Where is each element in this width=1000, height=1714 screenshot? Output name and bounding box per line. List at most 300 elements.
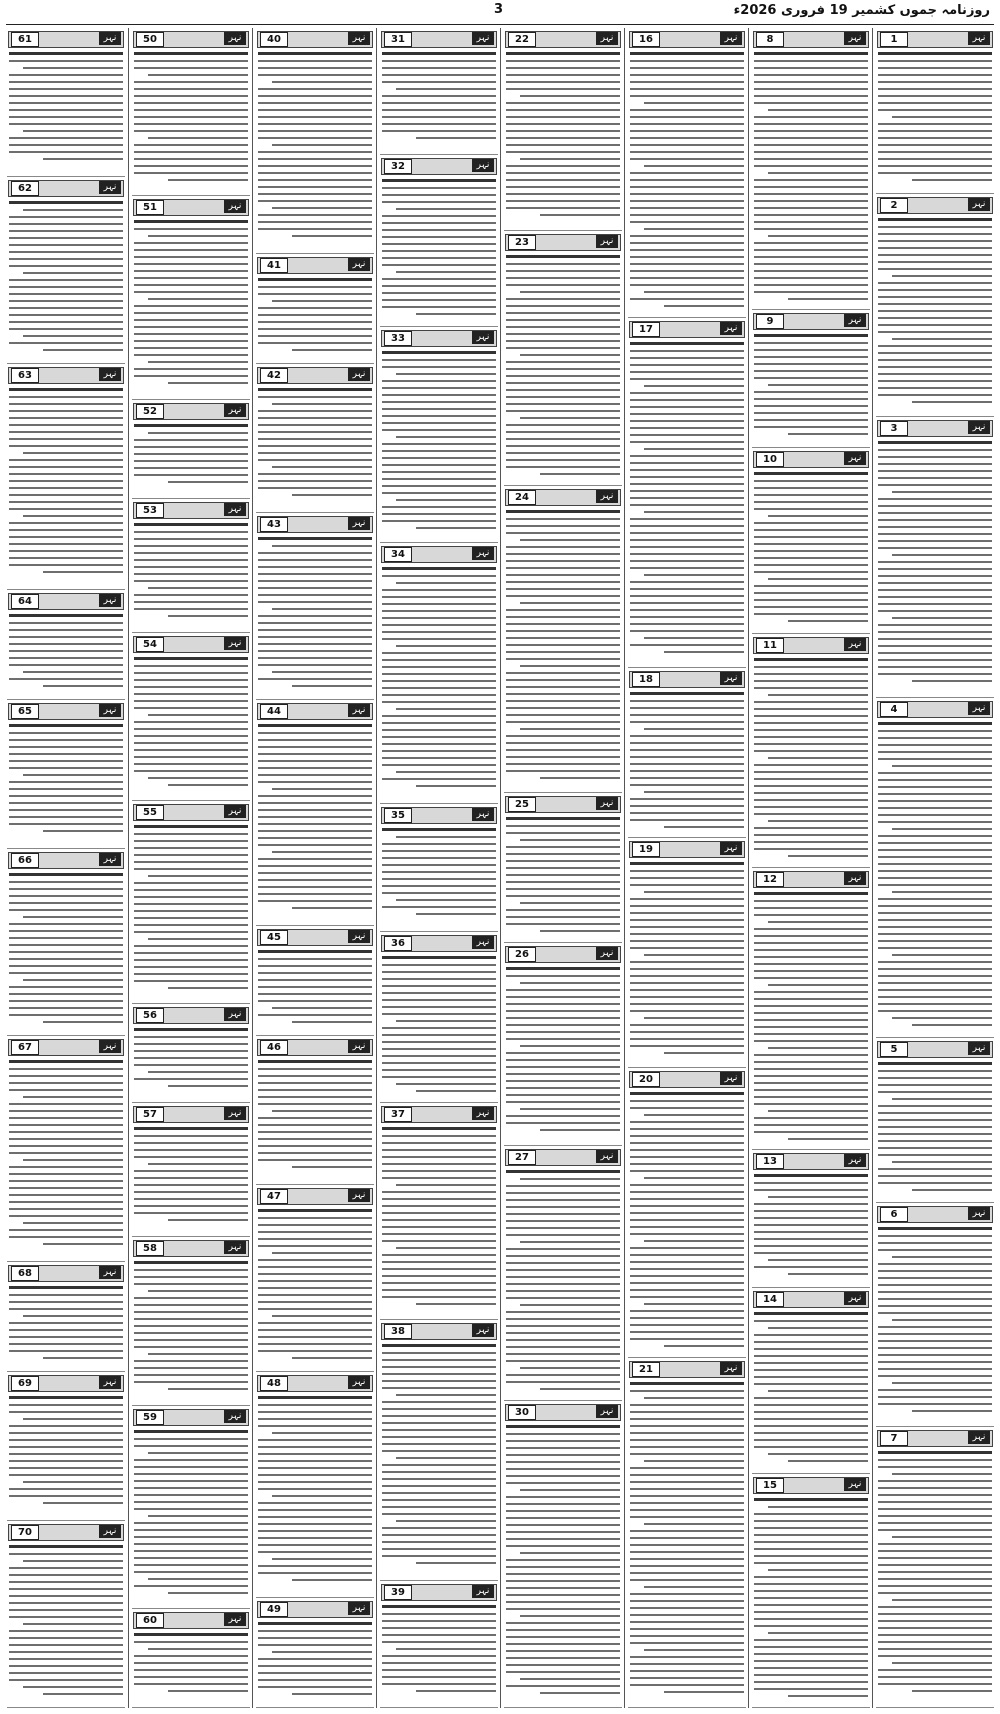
news-item (749, 1150, 873, 1288)
item-label: نہر (472, 1585, 494, 1598)
item-body-text (134, 1261, 248, 1395)
item-label: نہر (348, 1602, 370, 1615)
page-number: 3 (494, 2, 504, 17)
news-item (625, 318, 749, 668)
item-body-text (9, 614, 123, 692)
item-number: 13 (756, 1154, 784, 1169)
item-number: 14 (756, 1292, 784, 1307)
item-number: 56 (136, 1008, 164, 1023)
news-item (873, 417, 997, 698)
item-label: نہر (224, 1410, 246, 1423)
news-column (872, 28, 997, 1708)
item-number: 58 (136, 1241, 164, 1256)
item-body-text (506, 52, 620, 221)
item-body-text (9, 1060, 123, 1250)
item-header (133, 804, 249, 821)
item-label: نہر (968, 1207, 990, 1220)
item-body-text (754, 52, 868, 305)
item-label: نہر (968, 421, 990, 434)
item-number: 40 (260, 32, 288, 47)
item-body-text (9, 1545, 123, 1700)
item-label: نہر (720, 32, 742, 45)
item-body-text (258, 1396, 372, 1586)
item-label: نہر (348, 1376, 370, 1389)
item-number: 20 (632, 1072, 660, 1087)
news-item (501, 486, 625, 794)
item-header (257, 929, 373, 946)
item-label: نہر (472, 547, 494, 560)
item-divider (132, 1707, 250, 1708)
item-header (8, 703, 124, 720)
news-item (625, 838, 749, 1068)
news-item (253, 926, 377, 1036)
news-item (749, 310, 873, 448)
item-body-text (134, 1028, 248, 1092)
item-body-text (258, 1209, 372, 1364)
item-body-text (754, 1498, 868, 1702)
item-number: 64 (11, 594, 39, 609)
item-number: 16 (632, 32, 660, 47)
news-column (4, 28, 128, 1708)
item-header (877, 197, 993, 214)
news-item (377, 804, 501, 931)
item-label: نہر (720, 322, 742, 335)
item-header (877, 31, 993, 48)
news-item (253, 513, 377, 700)
news-item (625, 1068, 749, 1358)
item-body-text (134, 1430, 248, 1599)
item-label: نہر (348, 704, 370, 717)
item-label: نہر (844, 314, 866, 327)
news-item (749, 868, 873, 1150)
item-number: 18 (632, 672, 660, 687)
item-number: 50 (136, 32, 164, 47)
item-body-text (630, 52, 744, 312)
item-body-text (878, 218, 992, 408)
item-body-text (258, 537, 372, 692)
item-number: 66 (11, 853, 39, 868)
item-number: 22 (508, 32, 536, 47)
item-header (381, 546, 497, 563)
item-body-text (134, 52, 248, 186)
item-body-text (506, 967, 620, 1136)
item-header (133, 1240, 249, 1257)
item-number: 3 (880, 421, 908, 436)
item-label: نہر (224, 805, 246, 818)
news-item (625, 1358, 749, 1708)
news-item (253, 254, 377, 364)
item-header (629, 841, 745, 858)
item-header (753, 1153, 869, 1170)
item-number: 52 (136, 404, 164, 419)
item-header (381, 935, 497, 952)
news-column (376, 28, 501, 1708)
item-label: نہر (348, 258, 370, 271)
news-item (253, 28, 377, 254)
item-header (877, 420, 993, 437)
news-column (252, 28, 377, 1708)
news-item (129, 801, 253, 1004)
item-number: 65 (11, 704, 39, 719)
item-divider (752, 1707, 870, 1708)
item-number: 54 (136, 637, 164, 652)
item-number: 48 (260, 1376, 288, 1391)
item-number: 33 (384, 331, 412, 346)
item-label: نہر (844, 872, 866, 885)
item-body-text (134, 1127, 248, 1226)
item-body-text (134, 825, 248, 994)
item-header (753, 637, 869, 654)
item-body-text (382, 828, 496, 920)
item-number: 61 (11, 32, 39, 47)
news-item (4, 1521, 128, 1708)
item-label: نہر (472, 1107, 494, 1120)
news-item (4, 590, 128, 700)
item-body-text (134, 424, 248, 488)
item-header (381, 330, 497, 347)
item-body-text (382, 567, 496, 792)
item-label: نہر (224, 32, 246, 45)
item-number: 8 (756, 32, 784, 47)
item-number: 70 (11, 1525, 39, 1540)
item-label: نہر (99, 181, 121, 194)
item-number: 38 (384, 1324, 412, 1339)
item-number: 39 (384, 1585, 412, 1600)
item-header (505, 489, 621, 506)
item-body-text (382, 1605, 496, 1697)
news-item (129, 633, 253, 801)
item-label: نہر (348, 517, 370, 530)
item-header (629, 31, 745, 48)
news-item (501, 793, 625, 943)
item-body-text (9, 1286, 123, 1364)
news-column (128, 28, 253, 1708)
news-item (4, 28, 128, 177)
item-label: نہر (472, 808, 494, 821)
item-body-text (630, 342, 744, 658)
item-divider (380, 1707, 498, 1708)
item-body-text (506, 1170, 620, 1395)
news-item (873, 194, 997, 417)
item-header (8, 852, 124, 869)
item-body-text (754, 658, 868, 862)
item-label: نہر (348, 930, 370, 943)
item-number: 69 (11, 1376, 39, 1391)
item-body-text (630, 1092, 744, 1352)
news-item (749, 1474, 873, 1708)
news-item (129, 1004, 253, 1103)
news-item (873, 698, 997, 1037)
news-column (748, 28, 873, 1708)
news-item (873, 1038, 997, 1204)
item-number: 23 (508, 235, 536, 250)
item-label: نہر (720, 842, 742, 855)
item-body-text (9, 52, 123, 165)
news-item (873, 1203, 997, 1426)
item-label: نہر (224, 1241, 246, 1254)
item-body-text (630, 1382, 744, 1698)
item-body-text (878, 52, 992, 186)
item-body-text (134, 657, 248, 791)
news-column (500, 28, 625, 1708)
item-header (753, 871, 869, 888)
item-header (629, 1071, 745, 1088)
item-header (8, 1039, 124, 1056)
item-header (8, 1265, 124, 1282)
item-header (753, 451, 869, 468)
news-item (253, 700, 377, 926)
item-header (8, 31, 124, 48)
news-item (749, 1288, 873, 1474)
item-header (257, 1039, 373, 1056)
item-number: 63 (11, 368, 39, 383)
item-label: نہر (348, 1040, 370, 1053)
item-header (877, 1041, 993, 1058)
item-number: 9 (756, 314, 784, 329)
item-label: نہر (99, 853, 121, 866)
item-header (753, 1477, 869, 1494)
item-label: نہر (844, 1154, 866, 1167)
item-body-text (754, 472, 868, 627)
item-label: نہر (224, 200, 246, 213)
item-number: 36 (384, 936, 412, 951)
item-body-text (382, 1127, 496, 1310)
item-label: نہر (844, 638, 866, 651)
item-number: 37 (384, 1107, 412, 1122)
item-body-text (754, 334, 868, 440)
item-body-text (9, 1396, 123, 1509)
news-item (377, 1581, 501, 1708)
news-item (501, 28, 625, 231)
item-header (753, 313, 869, 330)
news-item (4, 1262, 128, 1372)
item-header (8, 593, 124, 610)
item-number: 60 (136, 1613, 164, 1628)
item-label: نہر (472, 159, 494, 172)
item-body-text (630, 692, 744, 833)
item-header (505, 1149, 621, 1166)
news-item (4, 849, 128, 1036)
news-item (129, 1103, 253, 1237)
item-number: 46 (260, 1040, 288, 1055)
news-item (253, 1036, 377, 1185)
news-column (624, 28, 749, 1708)
item-header (257, 31, 373, 48)
item-header (133, 31, 249, 48)
item-number: 41 (260, 258, 288, 273)
news-item (253, 364, 377, 513)
item-label: نہر (596, 1405, 618, 1418)
item-divider (876, 1707, 994, 1708)
item-label: نہر (224, 1008, 246, 1021)
item-body-text (258, 724, 372, 914)
item-number: 67 (11, 1040, 39, 1055)
item-body-text (258, 388, 372, 501)
item-number: 26 (508, 947, 536, 962)
item-header (257, 257, 373, 274)
item-number: 2 (880, 198, 908, 213)
item-header (133, 1106, 249, 1123)
item-body-text (382, 351, 496, 534)
item-header (133, 1612, 249, 1629)
item-header (381, 158, 497, 175)
item-label: نہر (224, 1107, 246, 1120)
item-label: نہر (596, 32, 618, 45)
item-number: 49 (260, 1602, 288, 1617)
item-number: 17 (632, 322, 660, 337)
item-label: نہر (224, 503, 246, 516)
item-label: نہر (224, 404, 246, 417)
item-header (505, 234, 621, 251)
item-label: نہر (99, 1376, 121, 1389)
item-body-text (506, 255, 620, 480)
item-body-text (9, 873, 123, 1028)
news-item (873, 1427, 997, 1708)
item-label: نہر (99, 594, 121, 607)
item-header (257, 516, 373, 533)
item-header (133, 1007, 249, 1024)
item-header (133, 636, 249, 653)
item-label: نہر (596, 490, 618, 503)
news-item (749, 634, 873, 868)
item-number: 30 (508, 1405, 536, 1420)
item-number: 1 (880, 32, 908, 47)
item-number: 55 (136, 805, 164, 820)
item-divider (256, 1707, 374, 1708)
item-body-text (258, 278, 372, 356)
item-number: 59 (136, 1410, 164, 1425)
news-item (129, 196, 253, 399)
item-header (8, 1375, 124, 1392)
item-number: 11 (756, 638, 784, 653)
item-number: 4 (880, 702, 908, 717)
news-item (4, 364, 128, 590)
item-number: 34 (384, 547, 412, 562)
item-header (8, 1524, 124, 1541)
item-header (877, 1206, 993, 1223)
item-number: 68 (11, 1266, 39, 1281)
masthead-title: روزنامہ جموں کشمیر 19 فروری 2026ء (733, 3, 990, 18)
news-item (377, 28, 501, 155)
item-label: نہر (844, 452, 866, 465)
item-label: نہر (844, 32, 866, 45)
item-header (133, 1409, 249, 1426)
item-label: نہر (968, 1042, 990, 1055)
item-body-text (9, 201, 123, 356)
item-label: نہر (472, 331, 494, 344)
item-header (133, 403, 249, 420)
item-label: نہر (348, 32, 370, 45)
item-label: نہر (844, 1292, 866, 1305)
item-number: 24 (508, 490, 536, 505)
news-item (129, 1406, 253, 1609)
item-header (381, 1106, 497, 1123)
item-body-text (878, 1062, 992, 1196)
item-header (877, 701, 993, 718)
item-label: نہر (720, 1362, 742, 1375)
item-header (753, 31, 869, 48)
news-item (625, 668, 749, 839)
item-number: 44 (260, 704, 288, 719)
item-number: 6 (880, 1207, 908, 1222)
item-label: نہر (596, 947, 618, 960)
item-label: نہر (596, 797, 618, 810)
item-body-text (258, 52, 372, 242)
news-item (377, 932, 501, 1104)
item-number: 19 (632, 842, 660, 857)
news-item (501, 943, 625, 1146)
item-body-text (382, 956, 496, 1097)
item-number: 47 (260, 1189, 288, 1204)
news-item (253, 1598, 377, 1708)
item-header (257, 1375, 373, 1392)
item-header (505, 1404, 621, 1421)
item-label: نہر (99, 1266, 121, 1279)
item-header (629, 321, 745, 338)
item-body-text (754, 892, 868, 1145)
item-number: 51 (136, 200, 164, 215)
news-item (253, 1185, 377, 1372)
news-item (253, 1372, 377, 1598)
news-item (4, 700, 128, 849)
news-item (4, 1372, 128, 1521)
item-label: نہر (472, 32, 494, 45)
item-body-text (382, 52, 496, 144)
item-label: نہر (99, 368, 121, 381)
item-header (629, 671, 745, 688)
item-body-text (630, 862, 744, 1059)
item-body-text (258, 950, 372, 1028)
item-number: 12 (756, 872, 784, 887)
item-label: نہر (596, 1150, 618, 1163)
item-label: نہر (224, 1613, 246, 1626)
item-header (381, 31, 497, 48)
news-item (377, 1103, 501, 1319)
item-header (257, 703, 373, 720)
item-header (381, 1323, 497, 1340)
item-number: 31 (384, 32, 412, 47)
news-item (625, 28, 749, 318)
item-label: نہر (968, 32, 990, 45)
item-label: نہر (968, 198, 990, 211)
item-body-text (878, 1227, 992, 1417)
news-item (129, 499, 253, 633)
item-label: نہر (472, 936, 494, 949)
item-header (505, 31, 621, 48)
news-item (377, 155, 501, 327)
item-number: 10 (756, 452, 784, 467)
item-body-text (754, 1174, 868, 1280)
item-number: 7 (880, 1431, 908, 1446)
item-header (8, 367, 124, 384)
item-header (505, 946, 621, 963)
item-number: 57 (136, 1107, 164, 1122)
item-number: 25 (508, 797, 536, 812)
columns-area (4, 28, 996, 1708)
item-label: نہر (224, 637, 246, 650)
item-header (381, 1584, 497, 1601)
news-item (129, 1237, 253, 1405)
news-item (129, 400, 253, 499)
news-item (129, 28, 253, 196)
item-body-text (258, 1622, 372, 1700)
item-number: 62 (11, 181, 39, 196)
item-body-text (382, 179, 496, 320)
news-item (377, 1320, 501, 1581)
news-item (4, 177, 128, 364)
item-number: 5 (880, 1042, 908, 1057)
item-number: 21 (632, 1362, 660, 1377)
